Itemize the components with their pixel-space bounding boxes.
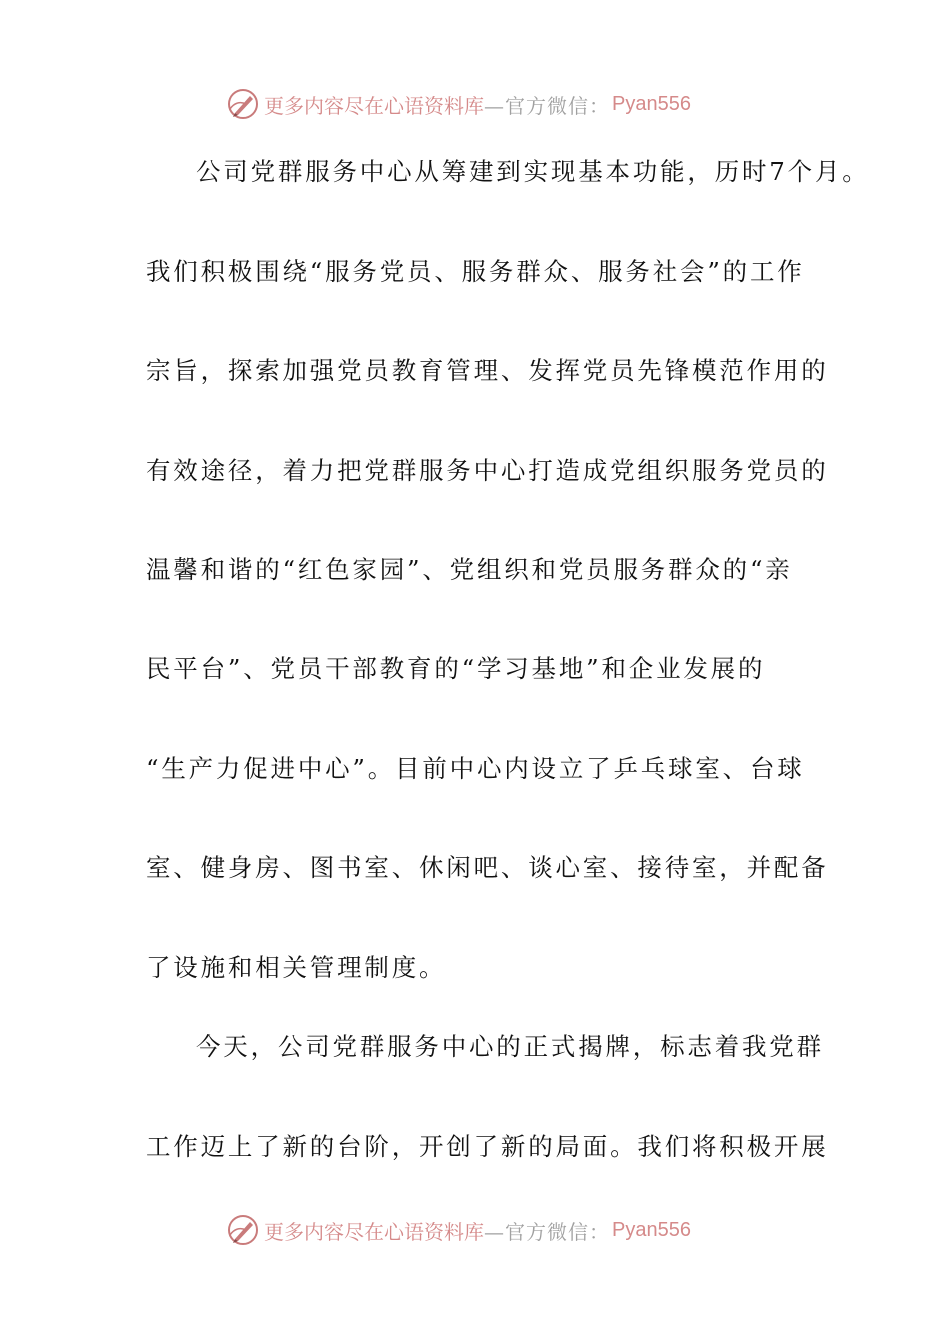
body-line-4: 有效途径，着力把党群服务中心打造成党组织服务党员的 bbox=[146, 456, 829, 485]
body-line-1: 公司党群服务中心从筹建到实现基本功能，历时7个月。 bbox=[196, 157, 870, 186]
pen-logo-icon bbox=[226, 87, 260, 121]
body-line-5: 温馨和谐的“红色家园”、党组织和党员服务群众的“亲 bbox=[146, 555, 793, 584]
header-banner bbox=[226, 86, 691, 122]
body-line-2: 我们积极围绕“服务党员、服务群众、服务社会”的工作 bbox=[146, 257, 805, 286]
header-banner-separator: —官方微信： bbox=[484, 93, 610, 118]
footer-banner-separator: —官方微信： bbox=[484, 1219, 610, 1244]
body-line-3: 宗旨，探索加强党员教育管理、发挥党员先锋模范作用的 bbox=[146, 356, 829, 385]
header-banner-text: 更多内容尽在心语资料库 bbox=[264, 93, 484, 118]
body-line-11: 工作迈上了新的台阶，开创了新的局面。我们将积极开展 bbox=[146, 1132, 829, 1161]
body-line-9: 了设施和相关管理制度。 bbox=[146, 953, 447, 982]
footer-banner-id: Pyan556 bbox=[612, 1218, 691, 1241]
header-banner-id: Pyan556 bbox=[612, 92, 691, 115]
body-line-7: “生产力促进中心”。目前中心内设立了乒乓球室、台球 bbox=[146, 754, 805, 783]
body-line-6: 民平台”、党员干部教育的“学习基地”和企业发展的 bbox=[146, 654, 766, 683]
footer-banner bbox=[226, 1212, 691, 1248]
body-line-8: 室、健身房、图书室、休闲吧、谈心室、接待室，并配备 bbox=[146, 853, 829, 882]
body-line-10: 今天，公司党群服务中心的正式揭牌，标志着我党群 bbox=[196, 1032, 824, 1061]
pen-logo-icon bbox=[226, 1213, 260, 1247]
footer-banner-text: 更多内容尽在心语资料库 bbox=[264, 1219, 484, 1244]
